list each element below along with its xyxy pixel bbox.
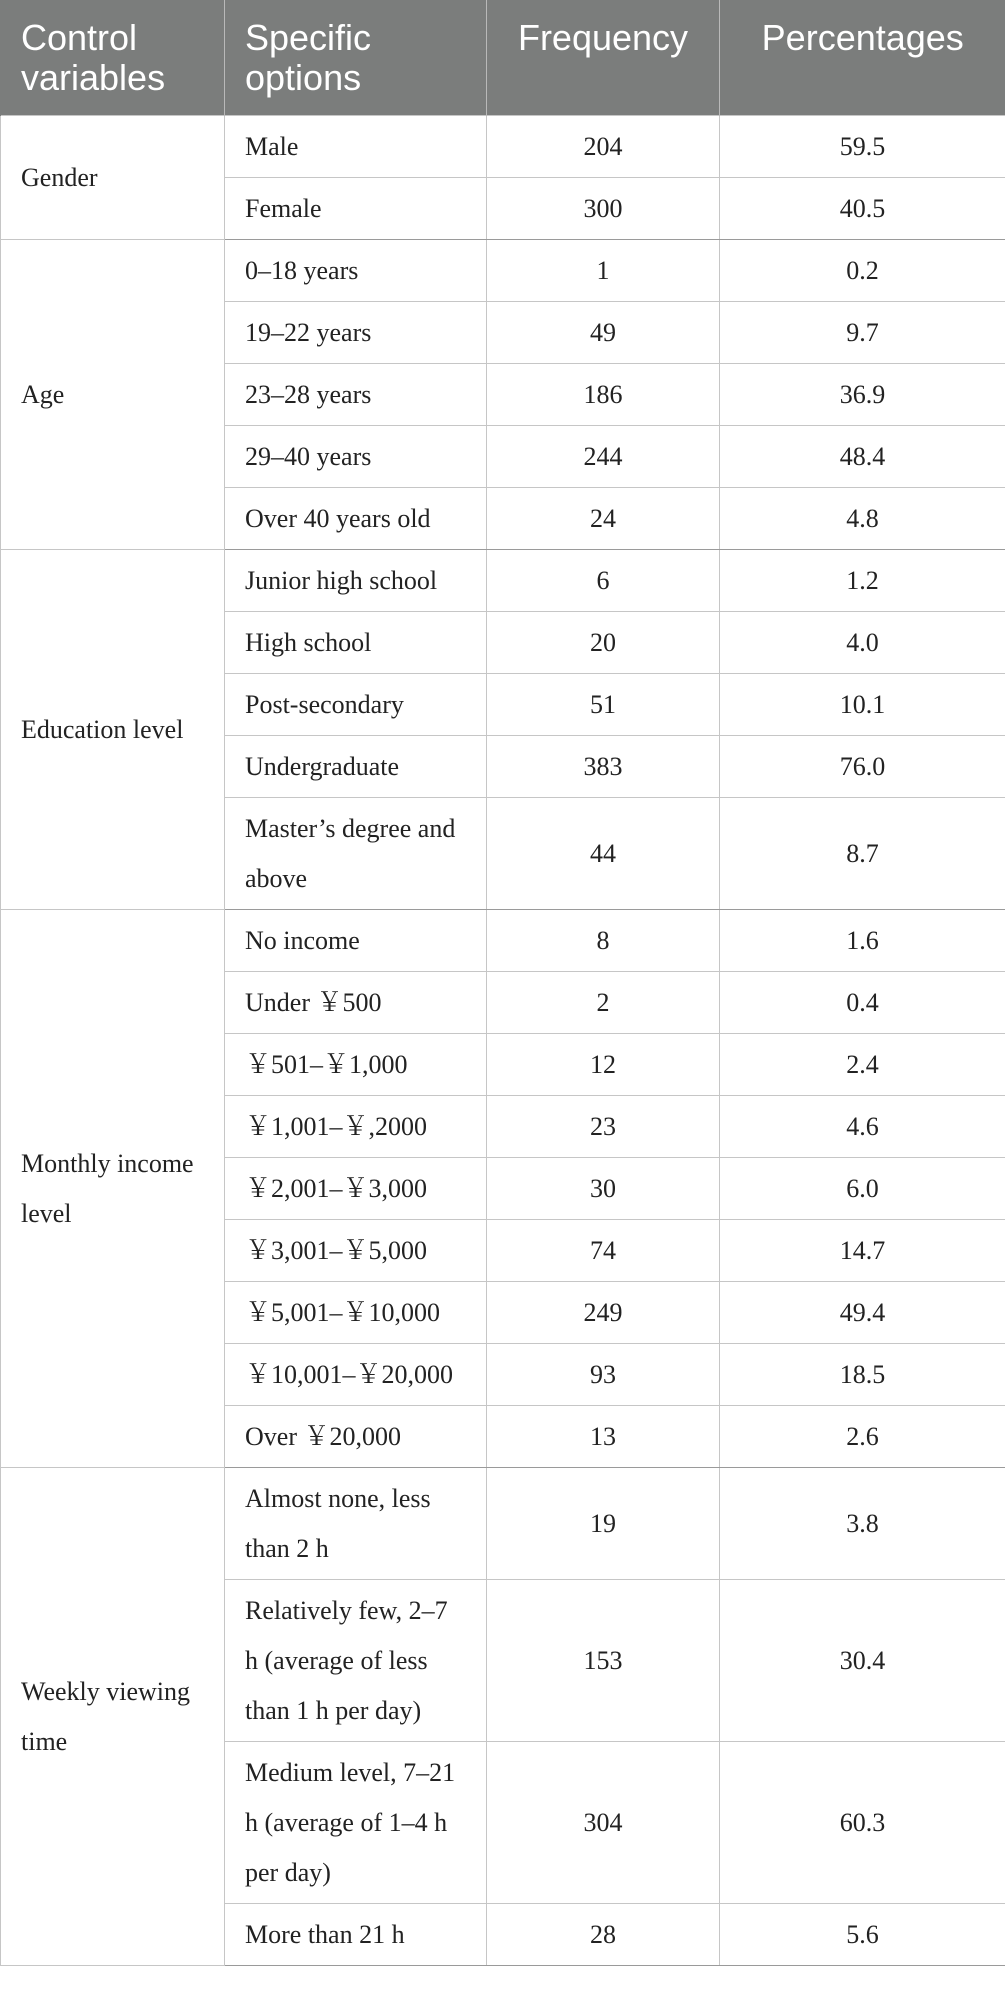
option-cell: Undergraduate xyxy=(225,735,487,797)
frequency-cell: 153 xyxy=(487,1579,720,1741)
group-label: Monthly income level xyxy=(1,909,225,1467)
percentage-cell: 4.8 xyxy=(720,487,1005,549)
table-row xyxy=(1,239,1005,301)
option-cell: 29–40 years xyxy=(225,425,487,487)
percentage-cell: 6.0 xyxy=(720,1157,1005,1219)
option-cell: ￥3,001–￥5,000 xyxy=(225,1219,487,1281)
percentage-cell: 4.6 xyxy=(720,1095,1005,1157)
table-body xyxy=(1,115,1005,1965)
table-row xyxy=(1,1467,1005,1579)
percentage-cell: 18.5 xyxy=(720,1343,1005,1405)
percentage-cell: 14.7 xyxy=(720,1219,1005,1281)
percentage-cell: 60.3 xyxy=(720,1741,1005,1903)
option-cell: ￥1,001–￥,2000 xyxy=(225,1095,487,1157)
percentage-cell: 30.4 xyxy=(720,1579,1005,1741)
frequency-cell: 204 xyxy=(487,115,720,177)
percentage-cell: 1.2 xyxy=(720,549,1005,611)
percentage-cell: 1.6 xyxy=(720,909,1005,971)
header-row xyxy=(1,0,1005,115)
frequency-cell: 13 xyxy=(487,1405,720,1467)
frequency-cell: 23 xyxy=(487,1095,720,1157)
frequency-cell: 6 xyxy=(487,549,720,611)
percentage-cell: 49.4 xyxy=(720,1281,1005,1343)
option-cell: No income xyxy=(225,909,487,971)
header-control-variables: Control variables xyxy=(1,0,225,115)
frequency-cell: 28 xyxy=(487,1903,720,1965)
percentage-cell: 9.7 xyxy=(720,301,1005,363)
table-header xyxy=(1,0,1005,115)
frequency-cell: 93 xyxy=(487,1343,720,1405)
option-cell: 0–18 years xyxy=(225,239,487,301)
option-cell: ￥5,001–￥10,000 xyxy=(225,1281,487,1343)
option-cell: Junior high school xyxy=(225,549,487,611)
option-cell: Over ￥20,000 xyxy=(225,1405,487,1467)
header-percentages: Percentages xyxy=(720,0,1005,115)
option-cell: Almost none, less than 2 h xyxy=(225,1467,487,1579)
percentage-cell: 3.8 xyxy=(720,1467,1005,1579)
frequency-cell: 20 xyxy=(487,611,720,673)
frequency-cell: 30 xyxy=(487,1157,720,1219)
percentage-cell: 4.0 xyxy=(720,611,1005,673)
option-cell: ￥2,001–￥3,000 xyxy=(225,1157,487,1219)
percentage-cell: 2.4 xyxy=(720,1033,1005,1095)
option-cell: Over 40 years old xyxy=(225,487,487,549)
percentage-cell: 40.5 xyxy=(720,177,1005,239)
option-cell: Male xyxy=(225,115,487,177)
option-cell: 23–28 years xyxy=(225,363,487,425)
frequency-cell: 249 xyxy=(487,1281,720,1343)
percentage-cell: 8.7 xyxy=(720,797,1005,909)
table-row xyxy=(1,909,1005,971)
frequency-cell: 244 xyxy=(487,425,720,487)
option-cell: Female xyxy=(225,177,487,239)
option-cell: Post-secondary xyxy=(225,673,487,735)
frequency-cell: 304 xyxy=(487,1741,720,1903)
frequency-cell: 12 xyxy=(487,1033,720,1095)
option-cell: Relatively few, 2–7 h (average of less than 1 h per day) xyxy=(225,1579,487,1741)
frequency-cell: 51 xyxy=(487,673,720,735)
percentage-cell: 36.9 xyxy=(720,363,1005,425)
frequency-cell: 44 xyxy=(487,797,720,909)
percentage-cell: 0.4 xyxy=(720,971,1005,1033)
option-cell: More than 21 h xyxy=(225,1903,487,1965)
option-cell: Master’s degree and above xyxy=(225,797,487,909)
frequency-cell: 2 xyxy=(487,971,720,1033)
percentage-cell: 0.2 xyxy=(720,239,1005,301)
frequency-cell: 186 xyxy=(487,363,720,425)
option-cell: High school xyxy=(225,611,487,673)
frequency-cell: 74 xyxy=(487,1219,720,1281)
frequency-cell: 383 xyxy=(487,735,720,797)
option-cell: Under ￥500 xyxy=(225,971,487,1033)
frequency-cell: 300 xyxy=(487,177,720,239)
table-row xyxy=(1,549,1005,611)
frequency-cell: 19 xyxy=(487,1467,720,1579)
group-label: Gender xyxy=(1,115,225,239)
percentage-cell: 76.0 xyxy=(720,735,1005,797)
group-label: Weekly viewing time xyxy=(1,1467,225,1965)
table-row xyxy=(1,115,1005,177)
header-frequency: Frequency xyxy=(487,0,720,115)
option-cell: ￥501–￥1,000 xyxy=(225,1033,487,1095)
percentage-cell: 48.4 xyxy=(720,425,1005,487)
frequency-cell: 1 xyxy=(487,239,720,301)
frequency-cell: 8 xyxy=(487,909,720,971)
percentage-cell: 59.5 xyxy=(720,115,1005,177)
option-cell: Medium level, 7–21 h (average of 1–4 h per day) xyxy=(225,1741,487,1903)
option-cell: 19–22 years xyxy=(225,301,487,363)
frequency-cell: 49 xyxy=(487,301,720,363)
frequency-cell: 24 xyxy=(487,487,720,549)
percentage-cell: 5.6 xyxy=(720,1903,1005,1965)
header-specific-options: Specific options xyxy=(225,0,487,115)
group-label: Education level xyxy=(1,549,225,909)
percentage-cell: 10.1 xyxy=(720,673,1005,735)
group-label: Age xyxy=(1,239,225,549)
option-cell: ￥10,001–￥20,000 xyxy=(225,1343,487,1405)
percentage-cell: 2.6 xyxy=(720,1405,1005,1467)
